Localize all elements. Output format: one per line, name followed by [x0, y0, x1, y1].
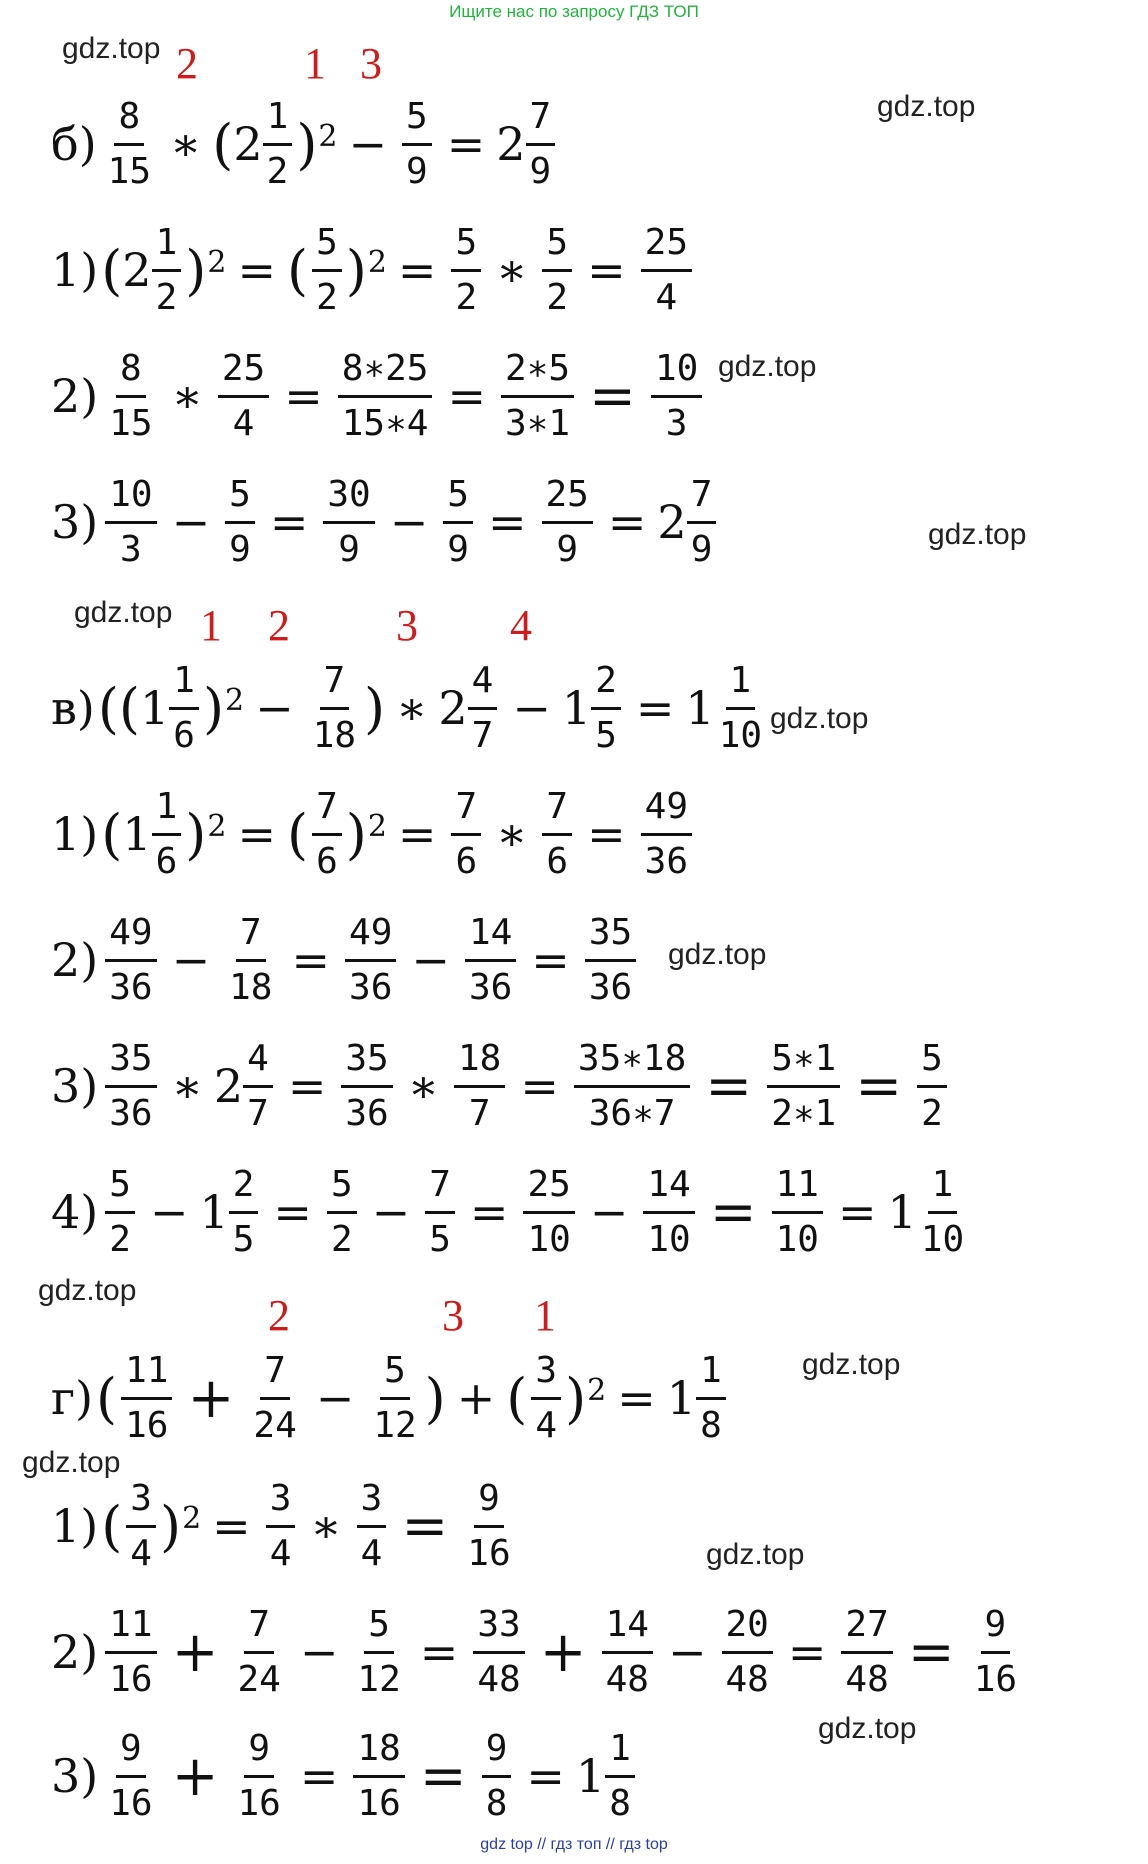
- problem-g-step-2: [48, 1604, 1025, 1700]
- operator: =: [787, 1625, 827, 1679]
- fraction: $\frac{25}{10}$: [523, 1167, 574, 1258]
- fraction: $\frac{35∗18}{36∗7}$: [574, 1041, 690, 1132]
- fraction: $\frac{49}{36}$: [345, 915, 396, 1006]
- problem-b-statement: [48, 96, 559, 192]
- watermark: gdz.top: [770, 702, 869, 735]
- order-mark: 3: [442, 1291, 464, 1340]
- operator: =: [419, 1625, 459, 1679]
- label: 4): [51, 1185, 99, 1239]
- order-mark: 3: [360, 39, 382, 88]
- mixed-number: 1 $\frac{1}{10}$: [685, 659, 763, 756]
- paren: (: [286, 238, 309, 302]
- operator: +: [187, 1365, 235, 1431]
- operator: ∗: [407, 1059, 439, 1113]
- operator: −: [171, 933, 211, 987]
- fraction: $\frac{3}{4}$: [357, 1481, 387, 1572]
- order-mark: 3: [396, 601, 418, 650]
- operator: =: [837, 1185, 877, 1239]
- fraction: $\frac{5}{9}$: [443, 477, 473, 568]
- operator: ∗: [496, 243, 528, 297]
- fraction: $\frac{11}{16}$: [121, 1353, 172, 1444]
- fraction: $\frac{5}{2}$: [327, 1167, 357, 1258]
- watermark: gdz.top: [74, 596, 173, 629]
- order-mark: 1: [304, 39, 326, 88]
- problem-b-step-1: [48, 222, 696, 318]
- operator: =: [273, 1185, 312, 1239]
- exponent: 2: [182, 1500, 202, 1536]
- exponent: 2: [367, 808, 387, 844]
- operator: =: [397, 243, 437, 297]
- mixed-number: 2 $\frac{1}{2}$: [233, 99, 296, 190]
- label: 3): [51, 1059, 99, 1113]
- problem-g-step-1: [48, 1478, 519, 1574]
- paren: ): [185, 802, 207, 866]
- label: 1): [51, 807, 99, 861]
- mixed-number: 2 $\frac{4}{7}$: [438, 663, 501, 754]
- fraction: $\frac{10}{3}$: [651, 351, 702, 442]
- problem-b-step-3: [48, 474, 720, 570]
- label: 2): [51, 933, 99, 987]
- operator: =: [284, 369, 323, 423]
- paren: (: [286, 802, 309, 866]
- operator: −: [171, 495, 211, 549]
- operator: +: [171, 1743, 219, 1809]
- label: б): [51, 117, 97, 171]
- fraction: $\frac{9}{16}$: [973, 1603, 1018, 1700]
- operator: −: [389, 495, 429, 549]
- order-mark: 2: [268, 1291, 290, 1340]
- paren: (: [118, 676, 140, 740]
- paren: (: [96, 1366, 118, 1430]
- operator: −: [149, 1185, 189, 1239]
- fraction: $\frac{49}{36}$: [105, 915, 156, 1006]
- fraction: $\frac{35}{36}$: [585, 915, 636, 1006]
- order-mark: 4: [510, 601, 532, 650]
- operator: =: [237, 243, 276, 297]
- problem-g-statement: [48, 1350, 730, 1446]
- fraction: $\frac{3}{4}$: [126, 1481, 156, 1572]
- fraction: $\frac{5}{2}$: [542, 225, 572, 316]
- watermark: gdz.top: [718, 350, 817, 383]
- paren: ): [424, 1366, 446, 1430]
- fraction: $\frac{5}{2}$: [105, 1167, 135, 1258]
- paren: (: [101, 802, 123, 866]
- mixed-number: 2 $\frac{4}{7}$: [214, 1041, 277, 1132]
- fraction: $\frac{3}{4}$: [266, 1481, 296, 1572]
- mixed-number: 1 $\frac{1}{8}$: [667, 1353, 730, 1444]
- paren: ): [185, 238, 207, 302]
- operator: ∗: [496, 807, 528, 861]
- fraction: $\frac{33}{48}$: [473, 1607, 524, 1698]
- watermark: gdz.top: [928, 518, 1027, 551]
- operator: =: [607, 495, 647, 549]
- mixed-number: 1 $\frac{1}{10}$: [887, 1163, 965, 1260]
- operator: =: [587, 807, 626, 861]
- exponent: 2: [318, 118, 338, 154]
- fraction: $\frac{9}{16}$: [237, 1727, 281, 1824]
- operator: =: [447, 369, 486, 423]
- problem-v-step-3: [48, 1038, 951, 1134]
- fraction: $\frac{20}{48}$: [722, 1607, 773, 1698]
- operator: ∗: [170, 117, 202, 171]
- operator: −: [348, 117, 388, 171]
- fraction: $\frac{8}{15}$: [109, 347, 153, 444]
- fraction: $\frac{7}{5}$: [425, 1167, 455, 1258]
- fraction: $\frac{14}{48}$: [602, 1607, 653, 1698]
- fraction: $\frac{18}{16}$: [353, 1731, 404, 1822]
- fraction: $\frac{3}{4}$: [531, 1353, 561, 1444]
- paren: ): [296, 112, 318, 176]
- fraction: $\frac{5}{9}$: [225, 477, 255, 568]
- operator: +: [539, 1619, 587, 1685]
- operator: =: [531, 933, 570, 987]
- watermark: gdz.top: [22, 1446, 121, 1479]
- order-mark: 2: [268, 601, 290, 650]
- paren: ): [364, 676, 386, 740]
- exponent: 2: [225, 682, 245, 718]
- label: в): [51, 681, 95, 735]
- operator: ∗: [171, 1059, 203, 1113]
- fraction: $\frac{8∗25}{15∗4}$: [338, 351, 433, 442]
- paren: (: [212, 112, 234, 176]
- mixed-number: 1 $\frac{1}{6}$: [122, 789, 185, 880]
- operator: =: [401, 1493, 449, 1559]
- operator: −: [315, 1371, 355, 1425]
- operator: =: [520, 1059, 559, 1113]
- fraction: $\frac{35}{36}$: [105, 1041, 156, 1132]
- operator: =: [709, 1179, 757, 1245]
- fraction: $\frac{5}{12}$: [357, 1603, 401, 1700]
- fraction: $\frac{8}{15}$: [107, 95, 151, 192]
- mixed-number: 2 $\frac{7}{9}$: [496, 99, 559, 190]
- problem-v-statement: [48, 660, 770, 756]
- problem-g-step-3: [48, 1728, 639, 1824]
- operator: =: [397, 807, 437, 861]
- fraction: $\frac{5∗1}{2∗1}$: [767, 1041, 840, 1132]
- operator: =: [487, 495, 527, 549]
- paren: ): [345, 802, 367, 866]
- label: г): [51, 1371, 94, 1425]
- paren: ): [159, 1494, 182, 1558]
- watermark: gdz.top: [62, 32, 161, 65]
- operator: =: [299, 1749, 339, 1803]
- operator: −: [512, 681, 551, 735]
- operator: =: [237, 807, 276, 861]
- exponent: 2: [367, 244, 387, 280]
- header-link[interactable]: Ищите нас по запросу ГДЗ ТОП: [449, 2, 699, 21]
- operator: =: [617, 1371, 656, 1425]
- fraction: $\frac{35}{36}$: [341, 1041, 392, 1132]
- fraction: $\frac{9}{16}$: [467, 1477, 511, 1574]
- watermark: gdz.top: [38, 1274, 137, 1307]
- fraction: $\frac{5}{9}$: [402, 99, 432, 190]
- operator: =: [419, 1743, 467, 1809]
- fraction: $\frac{49}{36}$: [641, 789, 692, 880]
- operator: =: [446, 117, 486, 171]
- operator: −: [411, 933, 450, 987]
- mixed-number: 2 $\frac{1}{2}$: [122, 225, 185, 316]
- paren: (: [506, 1366, 528, 1430]
- watermark: gdz.top: [802, 1348, 901, 1381]
- operator: =: [526, 1749, 565, 1803]
- mixed-number: 1 $\frac{1}{6}$: [140, 663, 203, 754]
- operator: −: [667, 1625, 707, 1679]
- order-mark: 1: [534, 1291, 556, 1340]
- exponent: 2: [207, 808, 227, 844]
- fraction: $\frac{11}{16}$: [105, 1607, 156, 1698]
- fraction: $\frac{25}{4}$: [218, 351, 269, 442]
- paren: ): [565, 1366, 587, 1430]
- footer-link[interactable]: gdz top // гдз топ // гдз top: [480, 1836, 668, 1853]
- fraction: $\frac{11}{10}$: [772, 1167, 823, 1258]
- fraction: $\frac{10}{3}$: [105, 477, 156, 568]
- fraction: $\frac{14}{10}$: [643, 1167, 694, 1258]
- fraction: $\frac{7}{24}$: [253, 1349, 297, 1446]
- operator: −: [589, 1185, 629, 1239]
- operator: =: [855, 1053, 903, 1119]
- paren: ): [202, 676, 225, 740]
- order-mark: 1: [200, 601, 222, 650]
- operator: =: [907, 1619, 955, 1685]
- fraction: $\frac{7}{18}$: [229, 911, 273, 1008]
- problem-v-step-1: [48, 786, 696, 882]
- operator: =: [212, 1499, 251, 1553]
- label: 2): [51, 369, 99, 423]
- paren: (: [97, 676, 119, 740]
- operator: =: [705, 1053, 753, 1119]
- fraction: $\frac{18}{7}$: [454, 1041, 505, 1132]
- exponent: 2: [587, 1372, 607, 1408]
- operator: ∗: [396, 681, 428, 735]
- operator: −: [255, 681, 294, 735]
- problem-b-step-2: [48, 348, 706, 444]
- fraction: $\frac{7}{18}$: [312, 659, 357, 756]
- label: 1): [51, 243, 99, 297]
- fraction: $\frac{25}{4}$: [641, 225, 692, 316]
- mixed-number: 1 $\frac{1}{8}$: [576, 1731, 639, 1822]
- fraction: $\frac{30}{9}$: [323, 477, 374, 568]
- operator: +: [456, 1371, 496, 1425]
- operator: −: [299, 1625, 339, 1679]
- watermark: gdz.top: [706, 1538, 805, 1571]
- operator: =: [291, 933, 331, 987]
- operator: ∗: [310, 1499, 342, 1553]
- watermark: gdz.top: [668, 938, 767, 971]
- fraction: $\frac{25}{9}$: [542, 477, 593, 568]
- fraction: $\frac{2∗5}{3∗1}$: [501, 351, 574, 442]
- mixed-number: 1 $\frac{2}{5}$: [562, 663, 625, 754]
- fraction: $\frac{14}{36}$: [465, 915, 516, 1006]
- fraction: $\frac{27}{48}$: [841, 1607, 892, 1698]
- fraction: $\frac{5}{12}$: [373, 1349, 417, 1446]
- paren: ): [345, 238, 367, 302]
- watermark: gdz.top: [818, 1712, 917, 1745]
- paren: (: [101, 1494, 123, 1558]
- operator: =: [589, 363, 636, 429]
- mixed-number: 1 $\frac{2}{5}$: [199, 1167, 262, 1258]
- fraction: $\frac{7}{6}$: [451, 789, 481, 880]
- operator: =: [287, 1059, 327, 1113]
- order-mark: 2: [176, 39, 198, 88]
- fraction: $\frac{9}{16}$: [109, 1727, 153, 1824]
- fraction: $\frac{9}{8}$: [482, 1731, 512, 1822]
- problem-v-step-2: [48, 912, 640, 1008]
- label: 3): [51, 1749, 99, 1803]
- label: 1): [51, 1499, 99, 1553]
- watermark: gdz.top: [877, 90, 976, 123]
- exponent: 2: [207, 244, 227, 280]
- fraction: $\frac{5}{2}$: [312, 225, 342, 316]
- paren: (: [101, 238, 123, 302]
- operator: =: [269, 495, 309, 549]
- operator: ∗: [171, 369, 203, 423]
- fraction: $\frac{5}{2}$: [451, 225, 481, 316]
- operator: =: [635, 681, 675, 735]
- problem-v-step-4: [48, 1164, 972, 1260]
- fraction: $\frac{7}{24}$: [237, 1603, 281, 1700]
- label: 2): [51, 1625, 99, 1679]
- operator: −: [371, 1185, 411, 1239]
- operator: =: [587, 243, 626, 297]
- mixed-number: 2 $\frac{7}{9}$: [657, 477, 720, 568]
- operator: =: [469, 1185, 509, 1239]
- label: 3): [51, 495, 99, 549]
- operator: +: [171, 1619, 219, 1685]
- fraction: $\frac{5}{2}$: [917, 1041, 947, 1132]
- fraction: $\frac{7}{6}$: [312, 789, 342, 880]
- fraction: $\frac{7}{6}$: [542, 789, 572, 880]
